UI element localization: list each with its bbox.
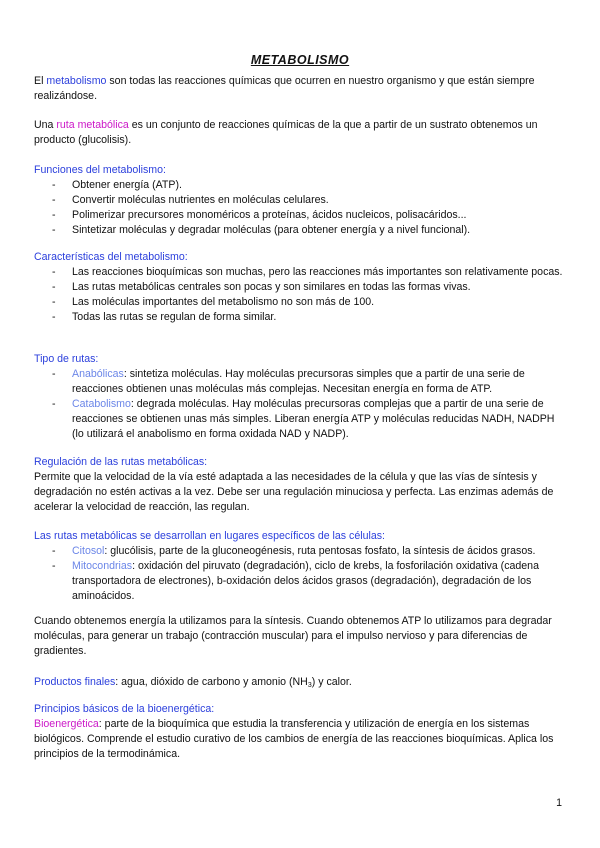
section-funciones <box>34 163 568 238</box>
term-anabolicas: Anabólicas <box>72 368 124 380</box>
list-item-text: Las reacciones bioquímicas son muchas, pero las reacciones más importantes son relativamente pocas. <box>72 266 563 278</box>
list-item: - Catabolismo: degrada moléculas. Hay moléculas precursoras complejas que a partir de una serie de reacciones se obtienen unas más simples. Liberan energía ATP y moléculas reducidas NADH, NADPH (lo utilizará el anabolismo en forma oxidada NAD y NADP). <box>52 398 555 440</box>
list-item: - Todas las rutas se regulan de forma similar. <box>52 311 277 323</box>
list-item-text: Todas las rutas se regulan de forma similar. <box>72 311 277 323</box>
energia-paragraph <box>34 614 568 659</box>
list-item-text: : sintetiza moléculas. Hay moléculas precursoras simples que a partir de una serie de reacciones obtienen unas moléculas más complejas. Necesitan energía en forma de ATP. <box>72 368 525 395</box>
term-bioenergetica: Bioenergética <box>34 718 99 730</box>
term-ruta-metabolica: ruta metabólica <box>56 119 129 131</box>
section-caracteristicas <box>34 250 568 325</box>
intro2-text-rest: es un conjunto de reacciones químicas de la que a partir de un sustrato obtenemos un producto (glucolisis). <box>34 119 538 146</box>
section-heading: Regulación de las rutas metabólicas: <box>34 456 208 468</box>
list-item: - Las rutas metabólicas centrales son pocas y son similares en todas las formas vivas. <box>52 281 471 293</box>
intro-text: El <box>34 75 47 87</box>
section-heading: Principios básicos de la bioenergética: <box>34 703 215 715</box>
intro-text-rest: son todas las reacciones químicas que ocurren en nuestro organismo y que están siempre realizándose. <box>34 75 535 102</box>
section-principios <box>34 702 568 762</box>
productos-text-end: ) y calor. <box>311 676 352 688</box>
section-heading: Características del metabolismo: <box>34 251 188 263</box>
list-item: - Las moléculas importantes del metabolismo no son más de 100. <box>52 296 375 308</box>
section-lugares <box>34 529 568 604</box>
list-item-text: : glucólisis, parte de la gluconeogénesis, ruta pentosas fosfato, la síntesis de ácidos grasos. <box>104 545 536 557</box>
section-tipos <box>34 352 568 442</box>
intro-paragraph-1 <box>34 74 568 104</box>
term-mitocondrias: Mitocondrias <box>72 560 133 572</box>
document-title: METABOLISMO <box>250 53 350 67</box>
list-item-text: Sintetizar moléculas y degradar moléculas (para obtener energía y a nivel funcional). <box>72 224 471 236</box>
section-heading: Tipo de rutas: <box>34 353 99 365</box>
list-item: - Sintetizar moléculas y degradar moléculas (para obtener energía y a nivel funcional). <box>52 224 471 236</box>
section-regulacion <box>34 455 568 515</box>
list-item-text: Polimerizar precursores monoméricos a proteínas, ácidos nucleicos, polisacáridos... <box>72 209 467 221</box>
list-item: - Obtener energía (ATP). <box>52 179 182 191</box>
productos-finales <box>34 675 568 690</box>
term-citosol: Citosol <box>72 545 105 557</box>
productos-text: : agua, dióxido de carbono y amonio (NH <box>115 676 308 688</box>
list-item: - Las reacciones bioquímicas son muchas, pero las reacciones más importantes son relativamente pocas. <box>52 266 563 278</box>
list-item-text: : oxidación del piruvato (degradación), ciclo de krebs, la fosforilación oxidativa (cadena transportadora de electrones), b-oxidación delos ácidos grasos (degradación), degradación de los aminoácidos. <box>72 560 539 602</box>
list-item: - Mitocondrias: oxidación del piruvato (degradación), ciclo de krebs, la fosforilación oxidativa (cadena transportadora de electrones), b-oxidación delos ácidos grasos (degradación), degradación de los aminoácidos. <box>52 560 539 602</box>
term-productos-finales: Productos finales <box>34 676 116 688</box>
term-catabolismo: Catabolismo <box>72 398 131 410</box>
section-text: Permite que la velocidad de la vía esté adaptada a las necesidades de la célula y que las vías de síntesis y degradación no estén activas a la vez. Debe ser una regulación minuciosa y perfecta. Las enzimas además de acelerar la velocidad de reacción, las regulan. <box>34 471 554 513</box>
list-item-text: Convertir moléculas nutrientes en moléculas celulares. <box>72 194 329 206</box>
list-item-text: : degrada moléculas. Hay moléculas precursoras complejas que a partir de una serie de reacciones se obtienen unas más simples. Liberan energía ATP y moléculas reducidas NADH, NADPH (lo utilizará el anabolismo en forma oxidada NAD y NADP). <box>72 398 555 440</box>
section-text: : parte de la bioquímica que estudia la transferencia y utilización de energía en los sistemas biológicos. Comprende el estudio curativo de los cambios de energía de las reacciones bioquímicas. Aplica los principios de la termodinámica. <box>34 718 554 760</box>
intro2-text: Una <box>34 119 57 131</box>
list-item-text: Las rutas metabólicas centrales son pocas y son similares en todas las formas vivas. <box>72 281 471 293</box>
subscript: 3 <box>307 682 312 689</box>
list-item: - Polimerizar precursores monoméricos a proteínas, ácidos nucleicos, polisacáridos... <box>52 209 467 221</box>
term-metabolismo: metabolismo <box>46 75 107 87</box>
page-number: 1 <box>556 797 562 809</box>
list-item-text: Obtener energía (ATP). <box>72 179 182 191</box>
section-heading: Las rutas metabólicas se desarrollan en lugares específicos de las células: <box>34 530 385 542</box>
section-heading: Funciones del metabolismo: <box>34 164 166 176</box>
energia-text: Cuando obtenemos energía la utilizamos para la síntesis. Cuando obtenemos ATP lo utilizamos para degradar moléculas, para generar un trabajo (contracción muscular) para el impulso nervioso y para diferencias de gradientes. <box>34 615 552 657</box>
list-item-text: Las moléculas importantes del metabolismo no son más de 100. <box>72 296 375 308</box>
list-item: - Citosol: glucólisis, parte de la gluconeogénesis, ruta pentosas fosfato, la síntesis de ácidos grasos. <box>52 545 536 557</box>
list-item: - Convertir moléculas nutrientes en moléculas celulares. <box>52 194 329 206</box>
intro-paragraph-2 <box>34 118 568 148</box>
list-item: - Anabólicas: sintetiza moléculas. Hay moléculas precursoras simples que a partir de una serie de reacciones obtienen unas moléculas más complejas. Necesitan energía en forma de ATP. <box>52 368 525 395</box>
